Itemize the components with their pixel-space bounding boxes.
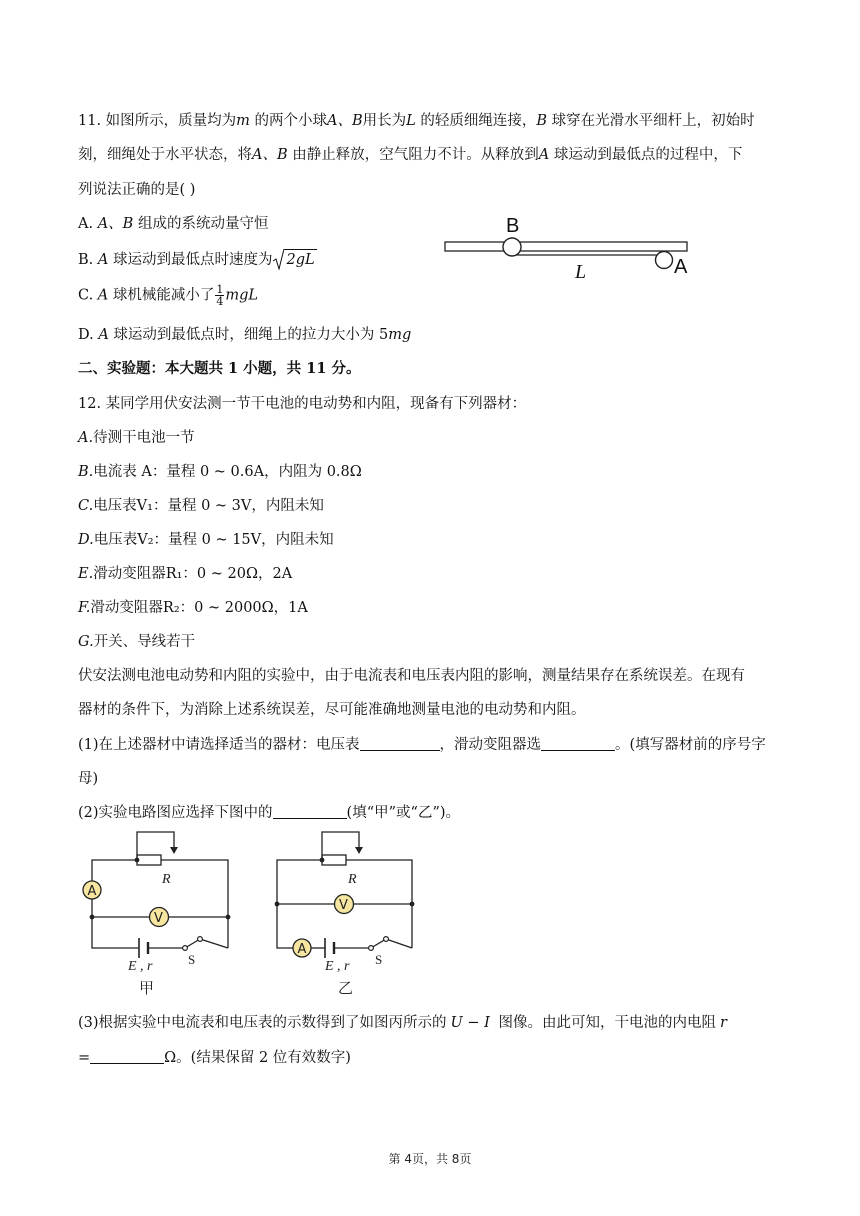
- label-l: L: [575, 261, 587, 283]
- ball-b: [503, 238, 521, 256]
- q12-intro: 12. 某同学用伏安法测一节干电池的电动势和内阻，现备有下列器材：: [78, 396, 527, 412]
- svg-text:S: S: [188, 952, 196, 967]
- label-b: B: [506, 215, 520, 237]
- circuit-jia: [75, 830, 235, 1000]
- q11-line-2: 刻，细绳处于水平状态，将A、B 由静止释放，空气阻力不计。从释放到A 球运动到最低点的过程中，下: [78, 147, 743, 163]
- svg-text:V: V: [154, 911, 163, 926]
- q12-item: B.电流表 A：量程 0 ~ 0.6A，内阻为 0.8Ω: [78, 464, 362, 480]
- q12-item: E.滑动变阻器R₁：0 ~ 20Ω，2A: [78, 566, 293, 582]
- section-heading: 二、实验题：本大题共 1 小题，共 11 分。: [78, 360, 361, 377]
- q12-item: F.滑动变阻器R₂：0 ~ 2000Ω，1A: [78, 600, 308, 616]
- q11-option-a: A. A、B 组成的系统动量守恒: [78, 216, 269, 232]
- q11-line-1: 11. 如图所示，质量均为m 的两个小球A、B用长为L 的轻质细绳连接，B 球穿在光滑水平细杆上，初始时: [78, 113, 755, 129]
- answer-blank[interactable]: [273, 803, 347, 819]
- label-a: A: [674, 256, 688, 278]
- svg-text:S: S: [375, 952, 383, 967]
- q12-paragraph-2: 器材的条件下，为消除上述系统误差，尽可能准确地测量电池的电动势和内阻。: [78, 702, 586, 718]
- q12-item: C.电压表V₁：量程 0 ~ 3V，内阻未知: [78, 498, 324, 514]
- q12-subquestion-2: (2)实验电路图应选择下图中的 (填“甲”或“乙”)。: [78, 805, 461, 821]
- svg-text:R: R: [348, 872, 357, 887]
- q11-option-d: D. A 球运动到最低点时，细绳上的拉力大小为 5mg: [78, 327, 412, 343]
- page-footer: 第 4页，共 8页: [388, 1152, 472, 1166]
- answer-blank[interactable]: [90, 1048, 164, 1064]
- svg-text:V: V: [339, 898, 348, 913]
- q12-item: D.电压表V₂：量程 0 ~ 15V，内阻未知: [78, 532, 334, 548]
- fraction: $\frac{1}{4}$: [216, 283, 224, 308]
- q12-subquestion-3: (3)根据实验中电流表和电压表的示数得到了如图丙所示的 U − I 图像。由此可知，干电池的内电阻 r: [78, 1015, 727, 1031]
- svg-text:A: A: [87, 884, 97, 899]
- ball-a: [656, 252, 673, 269]
- svg-text:R: R: [162, 872, 171, 887]
- q11-line-3: 列说法正确的是( ): [78, 182, 196, 198]
- q12-paragraph-1: 伏安法测电池电动势和内阻的实验中，由于电流表和电压表内阻的影响，测量结果存在系统误差。在现有: [78, 668, 745, 684]
- caption-jia: 甲: [139, 979, 155, 997]
- q12-subquestion-1: (1)在上述器材中请选择适当的器材：电压表 ，滑动变阻器选 。(填写器材前的序号字: [78, 737, 766, 753]
- q11-option-c: C. A 球机械能减小了 $\frac{1}{4}$ mgL: [78, 283, 259, 308]
- answer-blank[interactable]: [360, 735, 440, 751]
- svg-text:E , r: E , r: [325, 959, 350, 974]
- circuit-yi: [255, 830, 420, 1000]
- q12-item: A.待测干电池一节: [78, 430, 195, 446]
- q12-subquestion-3-cont: = Ω。(结果保留 2 位有效数字): [78, 1050, 351, 1066]
- svg-text:A: A: [297, 942, 307, 957]
- q11-option-b: B. A 球运动到最低点时速度为 2gL: [78, 249, 317, 270]
- sqrt-expression: 2gL: [272, 249, 316, 270]
- caption-yi: 乙: [338, 979, 354, 997]
- svg-text:E , r: E , r: [128, 959, 153, 974]
- q12-subquestion-1-cont: 母): [78, 771, 99, 787]
- answer-blank[interactable]: [541, 735, 615, 751]
- q12-item: G.开关、导线若干: [78, 634, 196, 650]
- rod-ball-figure: [440, 208, 700, 288]
